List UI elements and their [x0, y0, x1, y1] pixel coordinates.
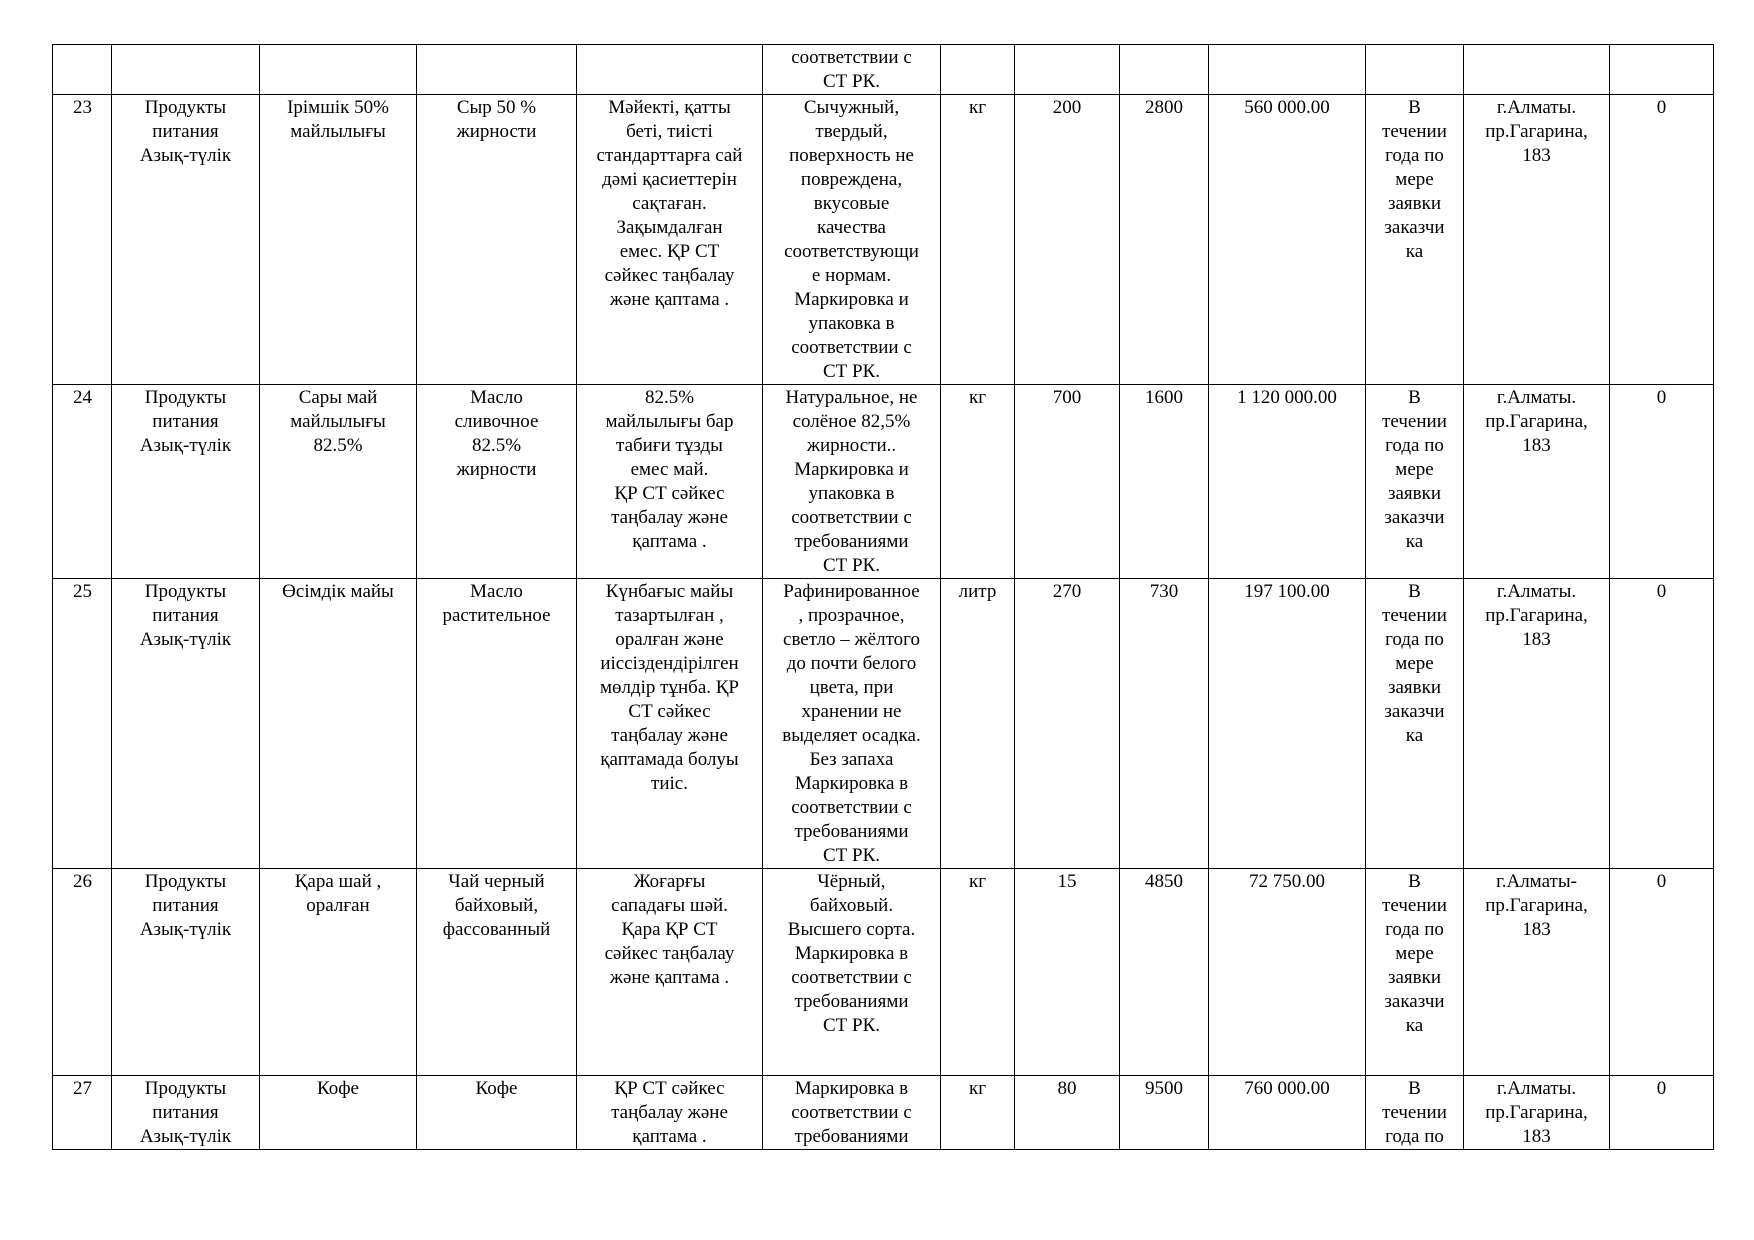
cell-qty: 270 — [1015, 579, 1120, 869]
cell-sum — [1209, 45, 1366, 95]
cell-place: г.Алматы. пр.Гагарина, 183 — [1464, 385, 1610, 579]
cell-price: 1600 — [1120, 385, 1209, 579]
cell-term — [1366, 45, 1464, 95]
table-row — [53, 579, 1714, 869]
cell-advance — [1610, 45, 1714, 95]
cell-advance: 0 — [1610, 1076, 1714, 1150]
cell-desc-kz: Жоғарғы сападағы шәй. Қара ҚР СТ сәйкес таңбалау және қаптама . — [577, 869, 763, 1076]
cell-advance: 0 — [1610, 385, 1714, 579]
cell-sum: 72 750.00 — [1209, 869, 1366, 1076]
cell-num: 25 — [53, 579, 112, 869]
cell-category: Продукты питания Азық-түлік — [112, 95, 260, 385]
cell-name-kz — [260, 45, 417, 95]
cell-desc-ru: Чёрный, байховый. Высшего сорта. Маркировка в соответствии с требованиями СТ РК. — [763, 869, 941, 1076]
cell-desc-kz: 82.5% майлылығы бар табиғи тұзды емес май. ҚР СТ сәйкес таңбалау және қаптама . — [577, 385, 763, 579]
cell-term: В течении года по мере заявки заказчи ка — [1366, 869, 1464, 1076]
cell-category: Продукты питания Азық-түлік — [112, 385, 260, 579]
cell-category: Продукты питания Азық-түлік — [112, 1076, 260, 1150]
cell-category: Продукты питания Азық-түлік — [112, 869, 260, 1076]
cell-place: г.Алматы- пр.Гагарина, 183 — [1464, 869, 1610, 1076]
cell-name-kz: Қара шай , оралған — [260, 869, 417, 1076]
cell-unit: кг — [941, 869, 1015, 1076]
cell-num — [53, 45, 112, 95]
cell-num: 26 — [53, 869, 112, 1076]
cell-num: 23 — [53, 95, 112, 385]
cell-name-ru: Чай черный байховый, фассованный — [417, 869, 577, 1076]
cell-desc-kz: ҚР СТ сәйкес таңбалау және қаптама . — [577, 1076, 763, 1150]
cell-unit: кг — [941, 95, 1015, 385]
cell-desc-ru: Натуральное, не солёное 82,5% жирности.. Маркировка и упаковка в соответствии с требованиями СТ РК. — [763, 385, 941, 579]
cell-advance: 0 — [1610, 579, 1714, 869]
cell-name-ru: Масло сливочное 82.5% жирности — [417, 385, 577, 579]
cell-price: 9500 — [1120, 1076, 1209, 1150]
table-row — [53, 869, 1714, 1076]
cell-desc-ru: Маркировка в соответствии с требованиями — [763, 1076, 941, 1150]
cell-qty: 15 — [1015, 869, 1120, 1076]
cell-place: г.Алматы. пр.Гагарина, 183 — [1464, 579, 1610, 869]
table-row — [53, 385, 1714, 579]
table-row — [53, 95, 1714, 385]
cell-qty — [1015, 45, 1120, 95]
cell-term: В течении года по мере заявки заказчи ка — [1366, 579, 1464, 869]
cell-qty: 200 — [1015, 95, 1120, 385]
cell-category — [112, 45, 260, 95]
cell-sum: 560 000.00 — [1209, 95, 1366, 385]
cell-sum: 197 100.00 — [1209, 579, 1366, 869]
cell-name-kz: Кофе — [260, 1076, 417, 1150]
cell-unit: кг — [941, 385, 1015, 579]
cell-sum: 760 000.00 — [1209, 1076, 1366, 1150]
cell-place: г.Алматы. пр.Гагарина, 183 — [1464, 1076, 1610, 1150]
cell-unit: кг — [941, 1076, 1015, 1150]
table-row — [53, 1076, 1714, 1150]
cell-place: г.Алматы. пр.Гагарина, 183 — [1464, 95, 1610, 385]
cell-sum: 1 120 000.00 — [1209, 385, 1366, 579]
cell-place — [1464, 45, 1610, 95]
cell-desc-kz: Күнбағыс майы тазартылған , оралған және иіссіздендірілген мөлдір тұнба. ҚР СТ сәйкес таңбалау және қаптамада болуы тиіс. — [577, 579, 763, 869]
cell-price — [1120, 45, 1209, 95]
procurement-table — [52, 44, 1714, 1150]
cell-name-kz: Ірімшік 50% майлылығы — [260, 95, 417, 385]
cell-name-kz: Сары май майлылығы 82.5% — [260, 385, 417, 579]
cell-desc-ru: соответствии с СТ РК. — [763, 45, 941, 95]
cell-qty: 700 — [1015, 385, 1120, 579]
cell-desc-kz: Мәйекті, қатты беті, тиісті стандарттарға сай дәмі қасиеттерін сақтаған. Зақымдалған емес. ҚР СТ сәйкес таңбалау және қаптама . — [577, 95, 763, 385]
cell-term: В течении года по — [1366, 1076, 1464, 1150]
cell-name-kz: Өсімдік майы — [260, 579, 417, 869]
cell-desc-kz — [577, 45, 763, 95]
cell-name-ru — [417, 45, 577, 95]
cell-num: 24 — [53, 385, 112, 579]
cell-desc-ru: Сычужный, твердый, поверхность не повреждена, вкусовые качества соответствующи е нормам. Маркировка и упаковка в соответствии с СТ РК. — [763, 95, 941, 385]
cell-term: В течении года по мере заявки заказчи ка — [1366, 385, 1464, 579]
cell-unit: литр — [941, 579, 1015, 869]
cell-num: 27 — [53, 1076, 112, 1150]
cell-desc-ru: Рафинированное , прозрачное, светло – жёлтого до почти белого цвета, при хранении не выделяет осадка. Без запаха Маркировка в соответствии с требованиями СТ РК. — [763, 579, 941, 869]
cell-term: В течении года по мере заявки заказчи ка — [1366, 95, 1464, 385]
cell-qty: 80 — [1015, 1076, 1120, 1150]
cell-name-ru: Масло растительное — [417, 579, 577, 869]
cell-advance: 0 — [1610, 869, 1714, 1076]
cell-unit — [941, 45, 1015, 95]
cell-name-ru: Сыр 50 % жирности — [417, 95, 577, 385]
cell-category: Продукты питания Азық-түлік — [112, 579, 260, 869]
cell-price: 4850 — [1120, 869, 1209, 1076]
cell-price: 2800 — [1120, 95, 1209, 385]
cell-name-ru: Кофе — [417, 1076, 577, 1150]
table-row-continuation — [53, 45, 1714, 95]
cell-price: 730 — [1120, 579, 1209, 869]
cell-advance: 0 — [1610, 95, 1714, 385]
